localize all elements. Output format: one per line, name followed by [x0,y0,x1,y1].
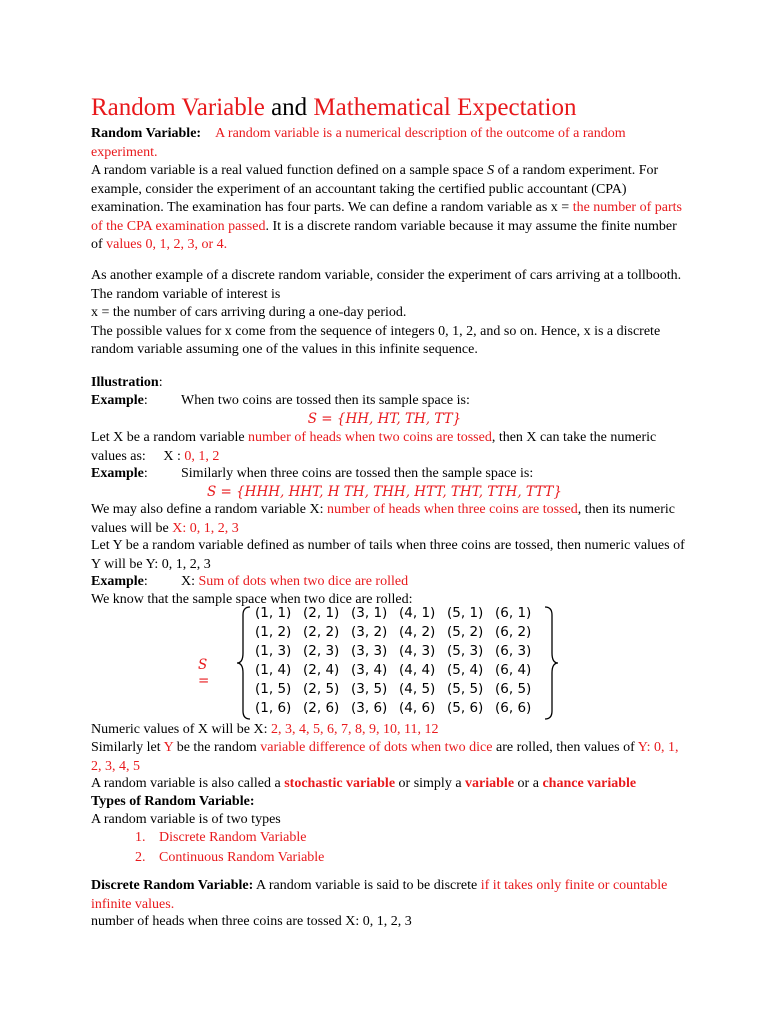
para1-example-text: , consider the experiment of an accountant taking the certified public accountant (CPA) examination. The examination has four parts. We can define a random variable as x = [91,181,627,215]
para1-example: For example [91,163,659,197]
types-heading: Types of Random Variable: [91,794,255,809]
difference-dice [91,739,691,776]
matrix-cell: (3, 5) [351,681,388,697]
matrix-cell: (6, 1) [495,605,532,621]
ex2-line-red: number of heads when three coins are tossed [327,502,578,517]
illustration-label: Illustration [91,375,159,390]
rv-definition-text: A random variable is a numerical description of the outcome of a random experiment. [91,126,626,160]
sim-y: Y [163,740,174,755]
matrix-cell: (1, 5) [255,681,292,697]
list-item-label: Discrete Random Variable [159,830,307,845]
matrix-cell: (3, 6) [351,700,388,716]
right-brace-icon [543,605,559,721]
chance-variable-term: chance variable [542,776,637,791]
para1-discrete-text: . It is a discrete random variable because it may assume the finite number of [91,218,677,252]
matrix-cell: (2, 5) [303,681,340,697]
discrete-label: Discrete Random Variable: [91,878,254,893]
sim-b: be the random [173,740,261,755]
left-brace-icon [236,605,252,721]
list-item-number: 1. [135,830,146,845]
sim-red: variable difference of dots when two dice [260,740,493,755]
matrix-cell: (6, 3) [495,643,532,659]
matrix-cell: (5, 3) [447,643,484,659]
numeric-values-x [91,721,691,740]
sim-vals: Y: 0, 1, 2, 3, 4, 5 [91,740,679,774]
discrete-definition [91,877,691,914]
example-2: Example: Similarly when three coins are tossed then the sample space is: [91,466,534,481]
discrete-red: if it takes only finite or countable infinite values. [91,878,668,912]
para1-text-end: of a random experiment. [494,163,636,178]
matrix-cell: (1, 6) [255,700,292,716]
matrix-cell: (5, 2) [447,624,484,640]
matrix-cell: (1, 2) [255,624,292,640]
list-item [91,828,691,848]
numeric-values-label: Numeric values of X will be X: [91,722,272,737]
para2-line3: The possible values for x come from the sequence of integers 0, 1, 2, and so on. Hence, x is a discrete random variable assuming one of the values in this infinite sequence. [91,323,661,357]
matrix-cell: (4, 2) [399,624,436,640]
matrix-cell: (4, 4) [399,662,436,678]
ex1-line-b: , then X can take the numeric values as: [91,430,657,464]
title-part1: Random Variable [91,94,265,121]
matrix-cell: (4, 3) [399,643,436,659]
list-item [91,848,691,868]
ex3-red: Sum of dots when two dice are rolled [198,574,409,589]
para1-red-values: values 0, 1, 2, 3, or 4. [106,237,228,252]
ex1-line-a: Let X be a random variable [91,430,249,445]
types-intro: A random variable is of two types [91,812,281,827]
matrix-cell: (6, 5) [495,681,532,697]
title-and: and [264,94,314,121]
matrix-cell: (4, 6) [399,700,436,716]
para2-line2: x = the number of cars arriving during a one-day period. [91,305,407,320]
matrix-cell: (1, 3) [255,643,292,659]
ex2-values: X: 0, 1, 2, 3 [172,520,239,536]
matrix-cell: (6, 6) [495,700,532,716]
discrete-text: A random variable is said to be discrete [253,878,481,893]
example-1: Example: When two coins are tossed then its sample space is: [91,393,470,408]
example-1-text: When two coins are tossed then its sample space is: [181,393,470,408]
matrix-cell: (1, 4) [255,662,292,678]
rv-definition [91,125,691,162]
matrix-cell: (2, 3) [303,643,340,659]
sample-space-two-coins: S = {HH, HT, TH, TT} [307,411,462,427]
matrix-cell: (6, 4) [495,662,532,678]
sample-space-three-coins: S = {HHH, HHT, H TH, THH, HTT, THT, TTH, TTT} [206,484,563,500]
stochastic-line [91,775,691,794]
para1-text: A random variable is a real valued function defined on a sample space [91,163,488,178]
ex1-values-label: X : [163,448,185,464]
example-2-y: Let Y be a random variable defined as number of tails when three coins are tossed, then numeric values of Y will be Y: 0, 1, 2, 3 [91,538,685,572]
example-3: Example: X: Sum of dots when two dice are rolled [91,574,409,589]
matrix-cell: (3, 3) [351,643,388,659]
para1-sample-space-symbol: S [487,163,495,178]
ex2-line-a: We may also define a random variable X: [91,502,328,517]
example-1-values [91,429,691,466]
ex1-line-red: number of heads when two coins are tossed [248,430,492,445]
matrix-cell: (3, 1) [351,605,388,621]
sim-c: are rolled, then values of [492,740,638,755]
para1-red-definition: the number of parts of the CPA examination passed [91,200,682,234]
ex2-line-b: , then its numeric values will be [91,502,675,536]
matrix-cell: (4, 1) [399,605,436,621]
dice-matrix [255,605,543,719]
page-title [91,93,691,123]
matrix-cell: (5, 6) [447,700,484,716]
example-label: Example [91,466,144,481]
types-list-wrap [91,828,691,868]
discrete-example: number of heads when three coins are tossed X: 0, 1, 2, 3 [91,914,412,929]
matrix-cell: (2, 1) [303,605,340,621]
stochastic-a: A random variable is also called a [91,776,285,791]
stochastic-term: stochastic variable [284,776,396,791]
stochastic-c: or simply a [395,776,466,791]
paragraph-tollbooth [91,267,691,360]
stochastic-d: or a [514,776,543,791]
rv-definition-label: Random Variable: [91,126,202,141]
list-item-number: 2. [135,850,146,865]
example-2-text: Similarly when three coins are tossed then the sample space is: [181,466,534,481]
matrix-cell: (2, 4) [303,662,340,678]
list-item-label: Continuous Random Variable [159,850,325,865]
paragraph-cpa [91,162,691,255]
illustration-colon: : [158,375,163,390]
types-list [91,828,691,868]
example-label: Example [91,574,144,589]
ex1-values: 0, 1, 2 [184,448,220,464]
numeric-values-list: 2, 3, 4, 5, 6, 7, 8, 9, 10, 11, 12 [271,722,439,737]
matrix-cell: (2, 2) [303,624,340,640]
illustration-heading [91,374,691,393]
matrix-cell: (3, 4) [351,662,388,678]
matrix-cell: (3, 2) [351,624,388,640]
ex3-x-label: X: [181,574,199,589]
title-part2: Mathematical Expectation [313,94,577,121]
para2-line1: As another example of a discrete random variable, consider the experiment of cars arriving at a tollbooth. The random variable of interest is [91,268,682,302]
matrix-cell: (1, 1) [255,605,292,621]
example-label: Example [91,393,144,408]
example-3-know: We know that the sample space when two dice are rolled: [91,592,413,607]
matrix-cell: (6, 2) [495,624,532,640]
variable-term: variable [465,776,515,791]
sim-a: Similarly let [91,740,164,755]
matrix-cell: (5, 4) [447,662,484,678]
matrix-cell: (5, 1) [447,605,484,621]
matrix-cell: (4, 5) [399,681,436,697]
matrix-cell: (5, 5) [447,681,484,697]
s-equals: S = [198,657,210,689]
matrix-cell: (2, 6) [303,700,340,716]
example-2-values [91,501,691,538]
